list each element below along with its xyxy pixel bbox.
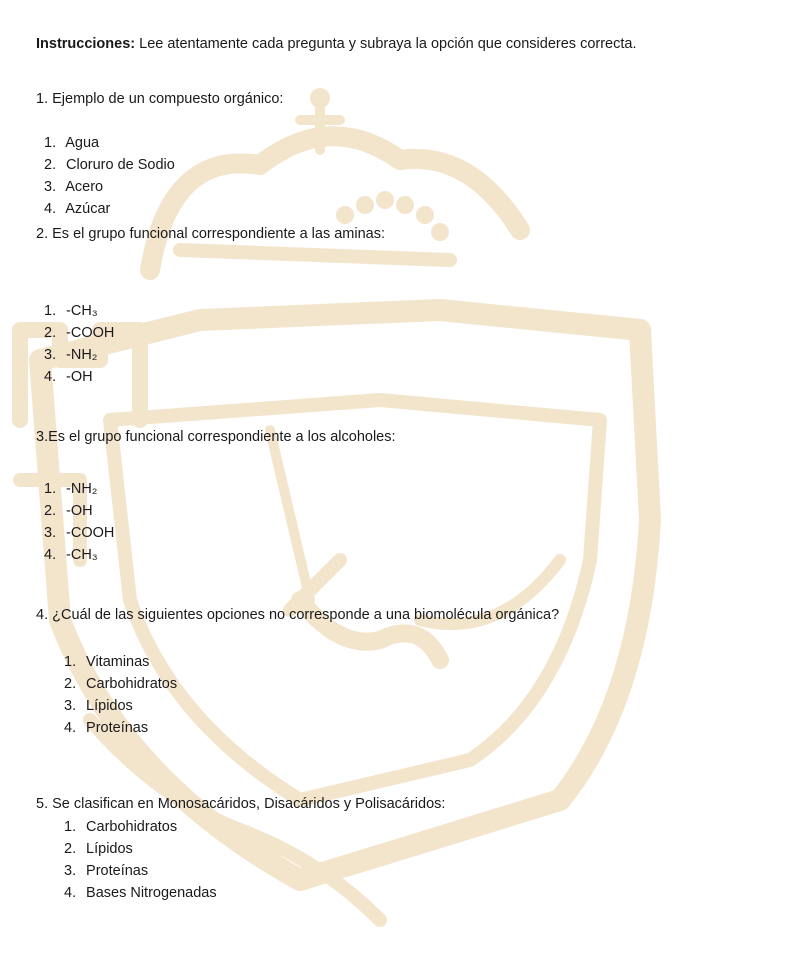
question-4-option-3[interactable]: 3. Lípidos	[64, 698, 133, 714]
instructions-label: Instrucciones:	[36, 36, 136, 52]
question-2-options	[44, 300, 114, 388]
instructions-text: Lee atentamente cada pregunta y subraya la opción que consideres correcta.	[135, 36, 637, 52]
question-3-option-2[interactable]: 2. -OH	[44, 503, 93, 519]
question-5-options	[64, 816, 217, 904]
question-5-option-4[interactable]: 4. Bases Nitrogenadas	[64, 885, 217, 901]
question-5-prompt: 5. Se clasifican en Monosacáridos, Disacáridos y Polisacáridos:	[36, 796, 446, 812]
question-1-option-3[interactable]: 3. Acero	[44, 179, 104, 195]
question-2-option-2[interactable]: 2. -COOH	[44, 325, 115, 341]
question-3-option-1[interactable]: 1. -NH₂	[44, 481, 98, 497]
question-4-prompt: 4. ¿Cuál de las siguientes opciones no corresponde a una biomolécula orgánica?	[36, 607, 560, 623]
question-5-option-3[interactable]: 3. Proteínas	[64, 863, 149, 879]
question-4-option-1[interactable]: 1. Vitaminas	[64, 654, 150, 670]
question-5-option-1[interactable]: 1. Carbohidratos	[64, 819, 178, 835]
question-1-option-4[interactable]: 4. Azúcar	[44, 201, 111, 217]
question-3-option-3[interactable]: 3. -COOH	[44, 525, 115, 541]
question-4-options	[64, 651, 177, 739]
question-2-option-3[interactable]: 3. -NH₂	[44, 347, 98, 363]
question-1-option-1[interactable]: 1. Agua	[44, 135, 100, 151]
question-3-options	[44, 478, 114, 566]
question-1-option-2[interactable]: 2. Cloruro de Sodio	[44, 157, 175, 173]
question-2-prompt: 2. Es el grupo funcional correspondiente a las aminas:	[36, 226, 386, 242]
question-1-options	[44, 132, 175, 220]
question-2-option-1[interactable]: 1. -CH₃	[44, 303, 98, 319]
question-3-prompt: 3.Es el grupo funcional correspondiente a los alcoholes:	[36, 429, 396, 445]
instructions	[36, 35, 637, 53]
question-2-option-4[interactable]: 4. -OH	[44, 369, 93, 385]
question-1-prompt: 1. Ejemplo de un compuesto orgánico:	[36, 91, 284, 107]
question-5-option-2[interactable]: 2. Lípidos	[64, 841, 133, 857]
question-3-option-4[interactable]: 4. -CH₃	[44, 547, 98, 563]
question-4-option-2[interactable]: 2. Carbohidratos	[64, 676, 178, 692]
question-4-option-4[interactable]: 4. Proteínas	[64, 720, 149, 736]
